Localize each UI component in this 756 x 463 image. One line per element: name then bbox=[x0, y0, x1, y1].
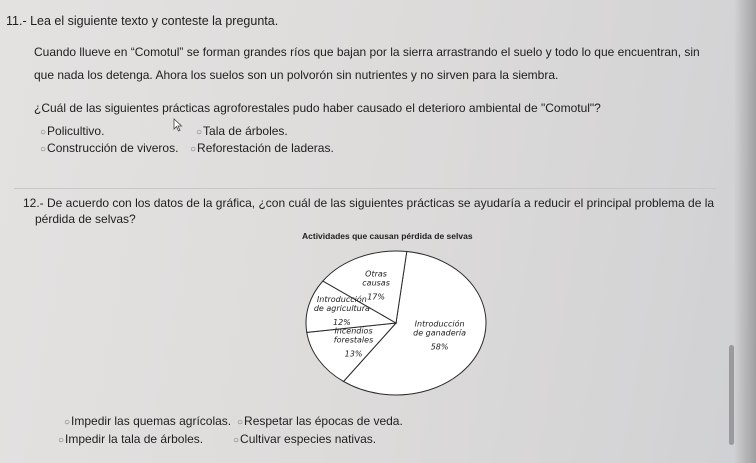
radio-bullet-icon: ○ bbox=[196, 127, 203, 138]
question-11-heading: 11.- Lea el siguiente texto y conteste la pregunta. bbox=[6, 14, 279, 28]
screen-edge-shadow bbox=[734, 0, 756, 463]
mouse-cursor-icon bbox=[173, 118, 183, 132]
q12-option-tala[interactable]: ○Impedir la tala de árboles. bbox=[58, 432, 204, 446]
q12-option-nativas[interactable]: ○Cultivar especies nativas. bbox=[233, 432, 377, 446]
question-12-text-line2: pérdida de selvas? bbox=[35, 212, 136, 226]
radio-bullet-icon: ○ bbox=[237, 417, 244, 428]
q11-option-reforestacion[interactable]: ○Reforestación de laderas. bbox=[190, 141, 334, 155]
radio-bullet-icon: ○ bbox=[64, 417, 71, 428]
section-divider bbox=[14, 188, 716, 189]
q11-option-policultivo[interactable]: ○Policultivo. bbox=[40, 124, 105, 138]
question-11-passage-line1: Cuando llueve en “Comotul” se forman grandes ríos que bajan por la sierra arrastrando el suelo y todo lo que encuentran, sin bbox=[34, 45, 700, 59]
radio-bullet-icon: ○ bbox=[40, 144, 47, 155]
pie-label-2: Introducción de agricultura 12% bbox=[313, 295, 370, 328]
pie-label-1: Incendios forestales 13% bbox=[333, 326, 374, 359]
radio-bullet-icon: ○ bbox=[233, 435, 240, 446]
question-11-text: ¿Cuál de las siguientes prácticas agroforestales pudo haber causado el deterioro ambiental de "Comotul"? bbox=[34, 101, 601, 115]
pie-label-3: Otras causas 17% bbox=[362, 269, 390, 302]
pie-chart bbox=[300, 243, 500, 403]
q12-option-veda[interactable]: ○Respetar las épocas de veda. bbox=[237, 414, 403, 428]
radio-bullet-icon: ○ bbox=[58, 435, 65, 446]
question-11-passage-line2: que nada los detenga. Ahora los suelos son un polvorón sin nutrientes y no sirven para la siembra. bbox=[34, 68, 559, 82]
radio-bullet-icon: ○ bbox=[40, 127, 47, 138]
pie-label-0: Introducción de ganadería 58% bbox=[413, 319, 467, 352]
q11-option-tala[interactable]: ○Tala de árboles. bbox=[196, 124, 288, 138]
q12-option-quemas[interactable]: ○Impedir las quemas agrícolas. bbox=[64, 414, 232, 428]
question-12-text-line1: 12.- De acuerdo con los datos de la gráfica, ¿con cuál de las siguientes prácticas se ayudaría a reducir el principal problema de la bbox=[23, 196, 715, 210]
chart-title: Actividades que causan pérdida de selvas bbox=[302, 231, 473, 241]
radio-bullet-icon: ○ bbox=[190, 144, 197, 155]
q11-option-viveros[interactable]: ○Construcción de viveros. bbox=[40, 141, 179, 155]
